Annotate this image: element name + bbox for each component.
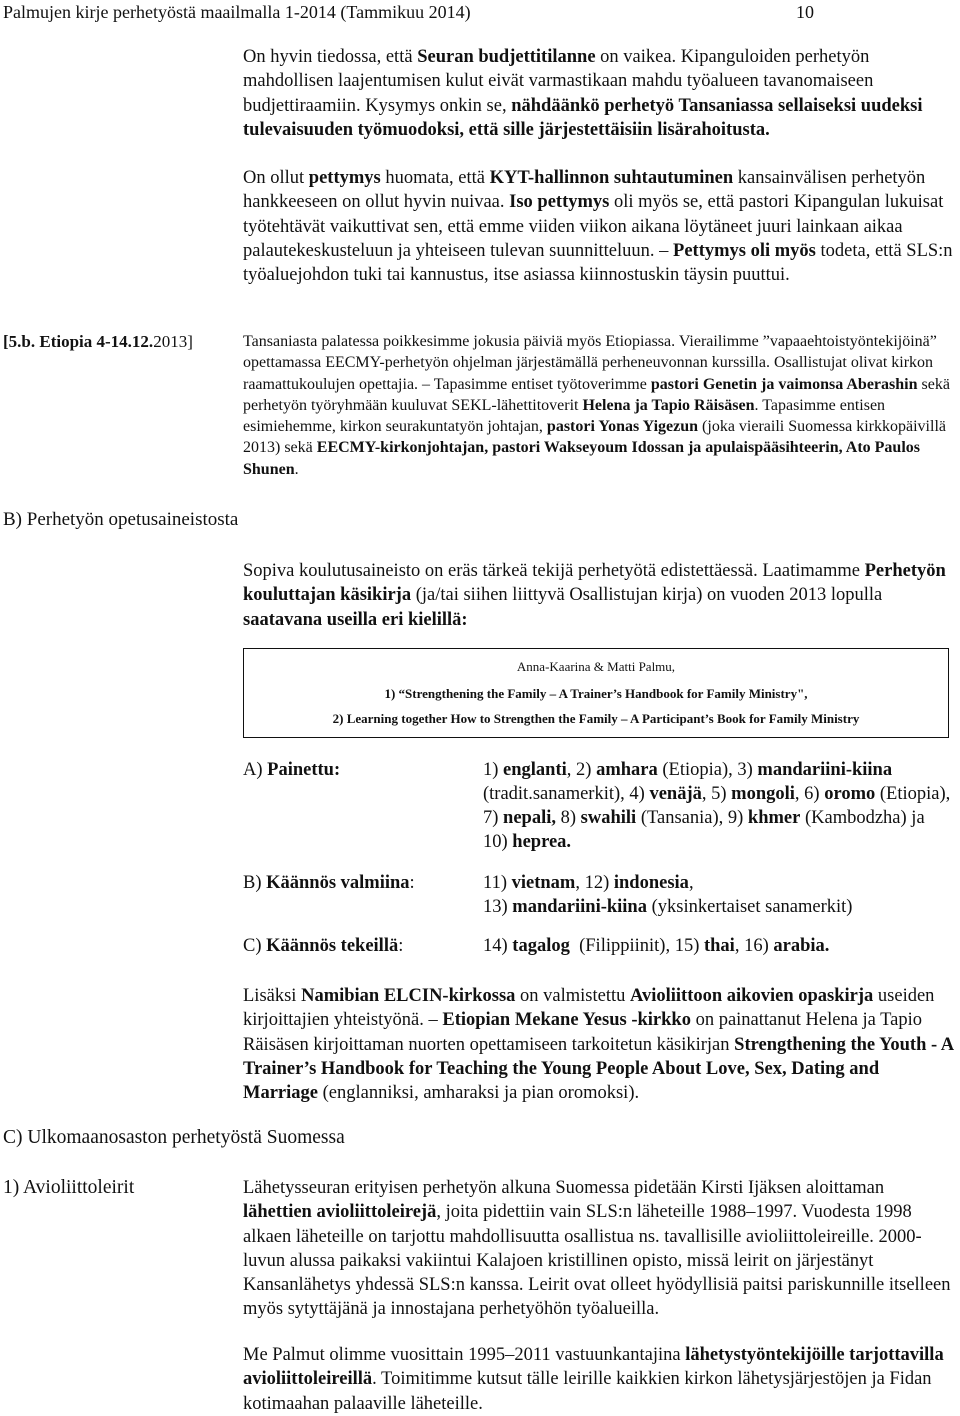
- section-heading-c: C) Ulkomaanosaston perhetyöstä Suomessa: [3, 1127, 345, 1148]
- book-authors: Anna-Kaarina & Matti Palmu,: [516, 659, 676, 674]
- translation-list-ready: 11) vietnam, 12) indonesia, 13) mandariini-kiina (yksinkertaiset sanamerkit): [483, 873, 853, 917]
- paragraph-disappointment: On ollut pettymys huomata, että KYT-hallinnon suhtautuminen kansainvälisen perhetyön hankkeeseen on ollut hyvin nuivaa. Iso pettymys oli myös se, että pastori Kipangulan lukuisat työtehtävät vaikuttivat sen, että emme viiden viikon aikana löytäneet juuri lainkaan aikaa palautekeskusteluun ja yhteiseen tulevan suunnitteluun. – Pettymys oli myös todeta, että SLS:n työaluejohdon tuki tai kannustus, itse asiassa kiinnostuskin täysin puuttui.: [243, 168, 953, 286]
- subsection-heading-marriage-camps: 1) Avioliittoleirit: [3, 1177, 135, 1198]
- book-title-2: 2) Learning together How to Strengthen the Family – A Participant’s Book for Family Ministry: [332, 711, 860, 726]
- paragraph-marriage-camps: Lähetysseuran erityisen perhetyön alkuna Suomessa pidetään Kirsti Ijäksen aloittaman lähettien avioliittoleirejä, joita pidettiin vain SLS:n läheteille 1988–1997. Vuodesta 1998 alkaen läheteille on tarjottu mahdollisuutta osallistua ns. tavallisille avioliittoleireille. 2000-luvun alussa paikaksi vakiintui Kalajoen kristillinen opisto, missä leirit on järjestänyt Kansanlähetys yhdessä SLS:n kanssa. Leirit ovat olleet hyödyllisiä paitsi pariskunnille itselleen myös sytyttäjänä ja innostajana perhetyöhön työalueilla.: [243, 1178, 951, 1320]
- page-header-title: Palmujen kirje perhetyöstä maailmalla 1-2014 (Tammikuu 2014): [3, 2, 471, 22]
- translation-label-inprogress: C) Käännös tekeillä:: [243, 936, 404, 956]
- paragraph-materials: Sopiva koulutusaineisto on eräs tärkeä tekijä perhetyötä edistettäessä. Laatimamme Perhetyön kouluttajan käsikirja (ja/tai siihen liittyvä Osallistujan kirja) on vuoden 2013 lopulla saatavana useilla eri kielillä:: [243, 561, 946, 630]
- translation-list-printed: 1) englanti, 2) amhara (Etiopia), 3) mandariini-kiina (tradit.sanamerkit), 4) venäjä, 5) mongoli, 6) oromo (Etiopia), 7) nepali, 8) swahili (Tansania), 9) khmer (Kambodzha) ja 10) heprea.: [483, 760, 951, 852]
- book-citation-box: [243, 648, 949, 738]
- paragraph-palmut: Me Palmut olimme vuosittain 1995–2011 vastuunkantajina lähetystyöntekijöille tarjottavilla avioliittoleireillä. Toimitimme kutsut tälle leirille kaikkien kirkon lähetysjärjestöjen ja Fidan kotimaahan palaaville läheteille.: [243, 1345, 944, 1414]
- paragraph-etiopia: Tansaniasta palatessa poikkesimme jokusia päiviä myös Etiopiassa. Vierailimme ”vapaaehtoistyöntekijöinä” opettamassa EECMY-perhetyön ohjelman järjestämällä perheneuvonnan kurssilla. Osallistujat olivat kirkon raamattukoulujen opettajia. – Tapasimme entiset työtoverimme pastori Genetin ja vaimonsa Aberashin sekä perhetyön työryhmään kuuluvat SEKL-lähettitoverit Helena ja Tapio Räisäsen. Tapasimme entisen esimiehemme, kirkon seurakuntatyön johtajan, pastori Yonas Yigezun (joka vieraili Suomessa kirkkopäivillä 2013) sekä EECMY-kirkonjohtajan, pastori Wakseyoum Idossan ja apulaispääsihteerin, Ato Paulos Shunen.: [243, 333, 950, 478]
- section-heading-b: B) Perhetyön opetusaineistosta: [3, 509, 239, 530]
- paragraph-namibia: Lisäksi Namibian ELCIN-kirkossa on valmistettu Avioliittoon aikovien opaskirja useiden kirjoittajien yhteistyönä. – Etiopian Mekane Yesus -kirkko on painattanut Helena ja Tapio Räisäsen kirjoittaman nuorten opettamiseen tarkoitetun käsikirjan Strengthening the Youth - A Trainer’s Handbook for Teaching the Young People About Love, Sex, Dating and Marriage (englanniksi, amharaksi ja pian oromoksi).: [243, 986, 954, 1104]
- section-label-etiopia: [5.b. Etiopia 4-14.12.2013]: [3, 332, 193, 351]
- translation-label-ready: B) Käännös valmiina:: [243, 873, 415, 893]
- translation-list-inprogress: 14) tagalog (Filippiinit), 15) thai, 16) arabia.: [483, 936, 830, 956]
- book-title-1: 1) “Strengthening the Family – A Trainer’s Handbook for Family Ministry",: [384, 686, 808, 701]
- page-number: 10: [796, 2, 814, 22]
- paragraph-budget: On hyvin tiedossa, että Seuran budjettitilanne on vaikea. Kipanguloiden perhetyön mahdollisen laajentumisen kulut eivät varmastikaan mahdu työalueen tavanomaiseen budjettiraamiin. Kysymys onkin se, nähdäänkö perhetyö Tansaniassa sellaiseksi uudeksi tulevaisuuden työmuodoksi, että sille järjestettäisiin lisärahoitusta.: [243, 47, 923, 140]
- translation-label-printed: A) Painettu:: [243, 760, 341, 780]
